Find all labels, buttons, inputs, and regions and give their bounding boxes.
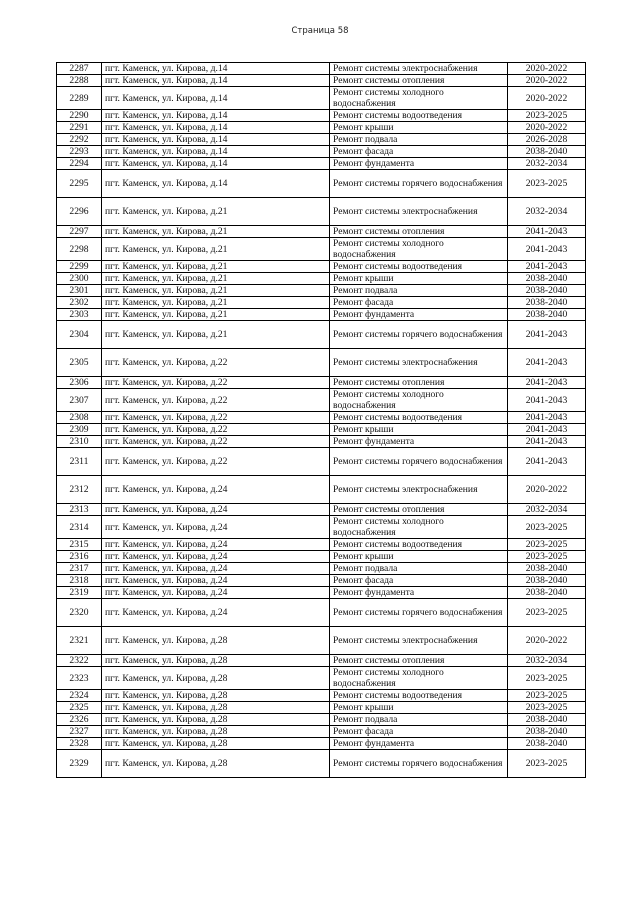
period-cell: 2020-2022 xyxy=(508,627,586,655)
address-cell: пгт. Каменск, ул. Кирова, д.24 xyxy=(102,551,330,563)
table-row xyxy=(57,349,586,377)
row-number-cell: 2322 xyxy=(57,655,102,667)
work-type-cell: Ремонт системы горячего водоснабжения xyxy=(330,170,508,198)
table-row xyxy=(57,714,586,726)
period-cell: 2038-2040 xyxy=(508,297,586,309)
table-row xyxy=(57,198,586,226)
row-number-cell: 2309 xyxy=(57,424,102,436)
row-number-cell: 2326 xyxy=(57,714,102,726)
work-type-cell: Ремонт системы водоотведения xyxy=(330,261,508,273)
table-row xyxy=(57,285,586,297)
table-row xyxy=(57,238,586,261)
address-cell: пгт. Каменск, ул. Кирова, д.24 xyxy=(102,539,330,551)
table-row xyxy=(57,377,586,389)
address-cell: пгт. Каменск, ул. Кирова, д.14 xyxy=(102,134,330,146)
period-cell: 2041-2043 xyxy=(508,436,586,448)
work-type-cell: Ремонт системы электроснабжения xyxy=(330,63,508,75)
address-cell: пгт. Каменск, ул. Кирова, д.21 xyxy=(102,198,330,226)
row-number-cell: 2290 xyxy=(57,110,102,122)
work-type-cell: Ремонт системы холодного водоснабжения xyxy=(330,87,508,110)
work-type-cell: Ремонт системы холодного водоснабжения xyxy=(330,389,508,412)
table-row xyxy=(57,587,586,599)
address-cell: пгт. Каменск, ул. Кирова, д.21 xyxy=(102,297,330,309)
period-cell: 2032-2034 xyxy=(508,158,586,170)
table-row xyxy=(57,551,586,563)
address-cell: пгт. Каменск, ул. Кирова, д.14 xyxy=(102,87,330,110)
period-cell: 2038-2040 xyxy=(508,285,586,297)
work-type-cell: Ремонт системы водоотведения xyxy=(330,110,508,122)
row-number-cell: 2287 xyxy=(57,63,102,75)
table-row xyxy=(57,726,586,738)
work-type-cell: Ремонт фундамента xyxy=(330,436,508,448)
work-type-cell: Ремонт системы холодного водоснабжения xyxy=(330,667,508,690)
row-number-cell: 2312 xyxy=(57,476,102,504)
row-number-cell: 2300 xyxy=(57,273,102,285)
period-cell: 2032-2034 xyxy=(508,655,586,667)
address-cell: пгт. Каменск, ул. Кирова, д.24 xyxy=(102,563,330,575)
address-cell: пгт. Каменск, ул. Кирова, д.22 xyxy=(102,389,330,412)
address-cell: пгт. Каменск, ул. Кирова, д.21 xyxy=(102,238,330,261)
work-type-cell: Ремонт подвала xyxy=(330,714,508,726)
work-type-cell: Ремонт системы отопления xyxy=(330,655,508,667)
work-type-cell: Ремонт системы отопления xyxy=(330,377,508,389)
address-cell: пгт. Каменск, ул. Кирова, д.21 xyxy=(102,285,330,297)
table-row xyxy=(57,226,586,238)
table-row xyxy=(57,667,586,690)
address-cell: пгт. Каменск, ул. Кирова, д.24 xyxy=(102,587,330,599)
work-type-cell: Ремонт крыши xyxy=(330,273,508,285)
row-number-cell: 2303 xyxy=(57,309,102,321)
row-number-cell: 2314 xyxy=(57,516,102,539)
work-type-cell: Ремонт крыши xyxy=(330,551,508,563)
work-type-cell: Ремонт фундамента xyxy=(330,587,508,599)
period-cell: 2041-2043 xyxy=(508,412,586,424)
work-type-cell: Ремонт системы отопления xyxy=(330,504,508,516)
address-cell: пгт. Каменск, ул. Кирова, д.24 xyxy=(102,516,330,539)
period-cell: 2041-2043 xyxy=(508,349,586,377)
table-row xyxy=(57,655,586,667)
table-row xyxy=(57,309,586,321)
address-cell: пгт. Каменск, ул. Кирова, д.28 xyxy=(102,750,330,778)
table-row xyxy=(57,170,586,198)
row-number-cell: 2311 xyxy=(57,448,102,476)
table-row xyxy=(57,750,586,778)
work-type-cell: Ремонт фасада xyxy=(330,146,508,158)
period-cell: 2038-2040 xyxy=(508,738,586,750)
table-row xyxy=(57,134,586,146)
work-type-cell: Ремонт системы водоотведения xyxy=(330,539,508,551)
work-type-cell: Ремонт фундамента xyxy=(330,158,508,170)
work-type-cell: Ремонт системы электроснабжения xyxy=(330,476,508,504)
period-cell: 2041-2043 xyxy=(508,226,586,238)
work-type-cell: Ремонт фундамента xyxy=(330,738,508,750)
work-type-cell: Ремонт крыши xyxy=(330,424,508,436)
period-cell: 2023-2025 xyxy=(508,539,586,551)
work-type-cell: Ремонт подвала xyxy=(330,563,508,575)
work-type-cell: Ремонт системы водоотведения xyxy=(330,412,508,424)
table-row xyxy=(57,738,586,750)
row-number-cell: 2307 xyxy=(57,389,102,412)
table-row xyxy=(57,690,586,702)
period-cell: 2032-2034 xyxy=(508,504,586,516)
table-row xyxy=(57,702,586,714)
address-cell: пгт. Каменск, ул. Кирова, д.28 xyxy=(102,690,330,702)
period-cell: 2023-2025 xyxy=(508,702,586,714)
row-number-cell: 2308 xyxy=(57,412,102,424)
row-number-cell: 2318 xyxy=(57,575,102,587)
period-cell: 2038-2040 xyxy=(508,273,586,285)
period-cell: 2020-2022 xyxy=(508,87,586,110)
work-type-cell: Ремонт крыши xyxy=(330,702,508,714)
period-cell: 2038-2040 xyxy=(508,309,586,321)
period-cell: 2041-2043 xyxy=(508,377,586,389)
work-type-cell: Ремонт системы водоотведения xyxy=(330,690,508,702)
row-number-cell: 2301 xyxy=(57,285,102,297)
row-number-cell: 2289 xyxy=(57,87,102,110)
row-number-cell: 2327 xyxy=(57,726,102,738)
work-type-cell: Ремонт системы холодного водоснабжения xyxy=(330,516,508,539)
period-cell: 2041-2043 xyxy=(508,261,586,273)
address-cell: пгт. Каменск, ул. Кирова, д.22 xyxy=(102,349,330,377)
period-cell: 2041-2043 xyxy=(508,238,586,261)
table-row xyxy=(57,146,586,158)
table-row xyxy=(57,516,586,539)
period-cell: 2023-2025 xyxy=(508,750,586,778)
period-cell: 2032-2034 xyxy=(508,198,586,226)
period-cell: 2026-2028 xyxy=(508,134,586,146)
work-type-cell: Ремонт фасада xyxy=(330,575,508,587)
row-number-cell: 2292 xyxy=(57,134,102,146)
address-cell: пгт. Каменск, ул. Кирова, д.24 xyxy=(102,504,330,516)
table-row xyxy=(57,158,586,170)
address-cell: пгт. Каменск, ул. Кирова, д.22 xyxy=(102,412,330,424)
period-cell: 2023-2025 xyxy=(508,599,586,627)
work-type-cell: Ремонт системы горячего водоснабжения xyxy=(330,321,508,349)
period-cell: 2041-2043 xyxy=(508,424,586,436)
address-cell: пгт. Каменск, ул. Кирова, д.21 xyxy=(102,261,330,273)
period-cell: 2038-2040 xyxy=(508,714,586,726)
period-cell: 2038-2040 xyxy=(508,726,586,738)
table-row xyxy=(57,436,586,448)
row-number-cell: 2293 xyxy=(57,146,102,158)
address-cell: пгт. Каменск, ул. Кирова, д.28 xyxy=(102,702,330,714)
period-cell: 2041-2043 xyxy=(508,389,586,412)
table-row xyxy=(57,563,586,575)
period-cell: 2038-2040 xyxy=(508,146,586,158)
table-row xyxy=(57,75,586,87)
period-cell: 2020-2022 xyxy=(508,63,586,75)
table-row xyxy=(57,504,586,516)
address-cell: пгт. Каменск, ул. Кирова, д.28 xyxy=(102,667,330,690)
period-cell: 2023-2025 xyxy=(508,667,586,690)
row-number-cell: 2299 xyxy=(57,261,102,273)
period-cell: 2038-2040 xyxy=(508,587,586,599)
period-cell: 2023-2025 xyxy=(508,170,586,198)
table-row xyxy=(57,599,586,627)
work-type-cell: Ремонт фасада xyxy=(330,297,508,309)
row-number-cell: 2317 xyxy=(57,563,102,575)
row-number-cell: 2323 xyxy=(57,667,102,690)
period-cell: 2023-2025 xyxy=(508,690,586,702)
address-cell: пгт. Каменск, ул. Кирова, д.21 xyxy=(102,226,330,238)
address-cell: пгт. Каменск, ул. Кирова, д.21 xyxy=(102,321,330,349)
address-cell: пгт. Каменск, ул. Кирова, д.14 xyxy=(102,170,330,198)
period-cell: 2041-2043 xyxy=(508,321,586,349)
row-number-cell: 2298 xyxy=(57,238,102,261)
repair-schedule-body xyxy=(57,63,586,778)
row-number-cell: 2304 xyxy=(57,321,102,349)
row-number-cell: 2321 xyxy=(57,627,102,655)
work-type-cell: Ремонт фундамента xyxy=(330,309,508,321)
table-row xyxy=(57,297,586,309)
work-type-cell: Ремонт системы горячего водоснабжения xyxy=(330,750,508,778)
row-number-cell: 2310 xyxy=(57,436,102,448)
address-cell: пгт. Каменск, ул. Кирова, д.28 xyxy=(102,714,330,726)
row-number-cell: 2305 xyxy=(57,349,102,377)
table-row xyxy=(57,448,586,476)
period-cell: 2038-2040 xyxy=(508,563,586,575)
period-cell: 2023-2025 xyxy=(508,551,586,563)
row-number-cell: 2315 xyxy=(57,539,102,551)
work-type-cell: Ремонт системы холодного водоснабжения xyxy=(330,238,508,261)
address-cell: пгт. Каменск, ул. Кирова, д.28 xyxy=(102,738,330,750)
table-row xyxy=(57,476,586,504)
address-cell: пгт. Каменск, ул. Кирова, д.24 xyxy=(102,599,330,627)
address-cell: пгт. Каменск, ул. Кирова, д.22 xyxy=(102,377,330,389)
work-type-cell: Ремонт системы электроснабжения xyxy=(330,627,508,655)
address-cell: пгт. Каменск, ул. Кирова, д.22 xyxy=(102,436,330,448)
work-type-cell: Ремонт системы электроснабжения xyxy=(330,349,508,377)
table-row xyxy=(57,389,586,412)
row-number-cell: 2316 xyxy=(57,551,102,563)
row-number-cell: 2302 xyxy=(57,297,102,309)
work-type-cell: Ремонт системы горячего водоснабжения xyxy=(330,448,508,476)
work-type-cell: Ремонт системы отопления xyxy=(330,226,508,238)
address-cell: пгт. Каменск, ул. Кирова, д.22 xyxy=(102,424,330,436)
address-cell: пгт. Каменск, ул. Кирова, д.14 xyxy=(102,122,330,134)
period-cell: 2020-2022 xyxy=(508,122,586,134)
table-row xyxy=(57,273,586,285)
period-cell: 2023-2025 xyxy=(508,516,586,539)
table-row xyxy=(57,575,586,587)
period-cell: 2023-2025 xyxy=(508,110,586,122)
row-number-cell: 2291 xyxy=(57,122,102,134)
row-number-cell: 2294 xyxy=(57,158,102,170)
row-number-cell: 2306 xyxy=(57,377,102,389)
table-row xyxy=(57,539,586,551)
row-number-cell: 2328 xyxy=(57,738,102,750)
page-number-label: Страница 58 xyxy=(291,26,349,36)
address-cell: пгт. Каменск, ул. Кирова, д.22 xyxy=(102,448,330,476)
work-type-cell: Ремонт фасада xyxy=(330,726,508,738)
work-type-cell: Ремонт системы отопления xyxy=(330,75,508,87)
table-row xyxy=(57,122,586,134)
table-row xyxy=(57,424,586,436)
address-cell: пгт. Каменск, ул. Кирова, д.24 xyxy=(102,476,330,504)
row-number-cell: 2295 xyxy=(57,170,102,198)
address-cell: пгт. Каменск, ул. Кирова, д.28 xyxy=(102,655,330,667)
table-row xyxy=(57,412,586,424)
address-cell: пгт. Каменск, ул. Кирова, д.14 xyxy=(102,110,330,122)
period-cell: 2020-2022 xyxy=(508,476,586,504)
period-cell: 2041-2043 xyxy=(508,448,586,476)
period-cell: 2038-2040 xyxy=(508,575,586,587)
row-number-cell: 2320 xyxy=(57,599,102,627)
row-number-cell: 2313 xyxy=(57,504,102,516)
row-number-cell: 2324 xyxy=(57,690,102,702)
period-cell: 2020-2022 xyxy=(508,75,586,87)
table-row xyxy=(57,110,586,122)
address-cell: пгт. Каменск, ул. Кирова, д.14 xyxy=(102,75,330,87)
address-cell: пгт. Каменск, ул. Кирова, д.21 xyxy=(102,273,330,285)
address-cell: пгт. Каменск, ул. Кирова, д.14 xyxy=(102,146,330,158)
repair-schedule-table xyxy=(56,62,586,778)
address-cell: пгт. Каменск, ул. Кирова, д.24 xyxy=(102,575,330,587)
work-type-cell: Ремонт подвала xyxy=(330,285,508,297)
address-cell: пгт. Каменск, ул. Кирова, д.28 xyxy=(102,726,330,738)
row-number-cell: 2288 xyxy=(57,75,102,87)
row-number-cell: 2319 xyxy=(57,587,102,599)
table-row xyxy=(57,321,586,349)
address-cell: пгт. Каменск, ул. Кирова, д.21 xyxy=(102,309,330,321)
table-row xyxy=(57,87,586,110)
table-row xyxy=(57,63,586,75)
row-number-cell: 2296 xyxy=(57,198,102,226)
row-number-cell: 2329 xyxy=(57,750,102,778)
work-type-cell: Ремонт системы электроснабжения xyxy=(330,198,508,226)
work-type-cell: Ремонт системы горячего водоснабжения xyxy=(330,599,508,627)
row-number-cell: 2325 xyxy=(57,702,102,714)
address-cell: пгт. Каменск, ул. Кирова, д.14 xyxy=(102,63,330,75)
work-type-cell: Ремонт крыши xyxy=(330,122,508,134)
row-number-cell: 2297 xyxy=(57,226,102,238)
address-cell: пгт. Каменск, ул. Кирова, д.14 xyxy=(102,158,330,170)
table-row xyxy=(57,627,586,655)
address-cell: пгт. Каменск, ул. Кирова, д.28 xyxy=(102,627,330,655)
work-type-cell: Ремонт подвала xyxy=(330,134,508,146)
table-row xyxy=(57,261,586,273)
